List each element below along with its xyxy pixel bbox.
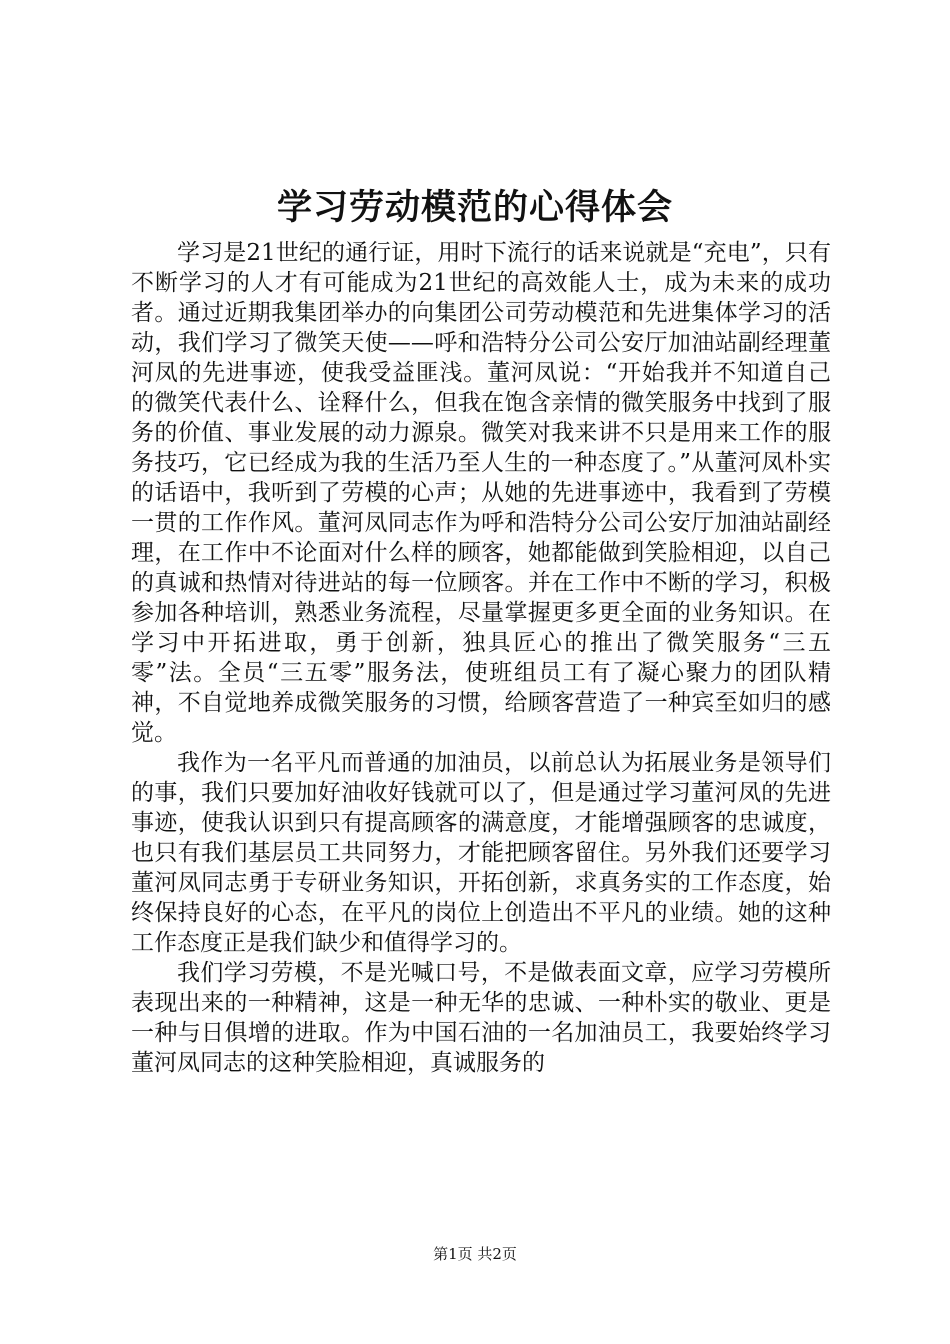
document-title: 学习劳动模范的心得体会 (276, 187, 673, 228)
page-footer: 第1页 共2页 (433, 1245, 517, 1263)
paragraph-1: 学习是21世纪的通行证，用时下流行的话来说就是“充电”，只有不断学习的人才有可能成为21世纪的高效能人士，成为未来的成功者。通过近期我集团举办的向集团公司劳动模范和先进集体学习的活动，我们学习了微笑天使——呼和浩特分公司公安厅加油站副经理董河凤的先进事迹，使我受益匪浅。董河凤说：“开始我并不知道自己的微笑代表什么、诠释什么，但我在饱含亲情的微笑服务中找到了服务的价值、事业发展的动力源泉。微笑对我来讲不只是用来工作的服务技巧，它已经成为我的生活乃至人生的一种态度了。”从董河凤朴实的话语中，我听到了劳模的心声；从她的先进事迹中，我看到了劳模一贯的工作作风。董河凤同志作为呼和浩特分公司公安厅加油站副经理，在工作中不论面对什么样的顾客，她都能做到笑脸相迎，以自己的真诚和热情对待进站的每一位顾客。并在工作中不断的学习，积极参加各种培训，熟悉业务流程，尽量掌握更多更全面的业务知识。在学习中开拓进取，勇于创新，独具匠心的推出了微笑服务“三五零”法。全员“三五零”服务法，使班组员工有了凝心聚力的团队精神，不自觉地养成微笑服务的习惯，给顾客营造了一种宾至如归的感觉。 (131, 240, 831, 746)
paragraph-2: 我作为一名平凡而普通的加油员，以前总认为拓展业务是领导们的事，我们只要加好油收好钱就可以了，但是通过学习董河凤的先进事迹，使我认识到只有提高顾客的满意度，才能增强顾客的忠诚度，也只有我们基层员工共同努力，才能把顾客留住。另外我们还要学习董河凤同志勇于专研业务知识，开拓创新，求真务实的工作态度，始终保持良好的心态，在平凡的岗位上创造出不平凡的业绩。她的这种工作态度正是我们缺少和值得学习的。 (131, 750, 831, 956)
document-body (131, 238, 831, 1078)
paragraph-3: 我们学习劳模，不是光喊口号，不是做表面文章，应学习劳模所表现出来的一种精神，这是一种无华的忠诚、一种朴实的敬业、更是一种与日俱增的进取。作为中国石油的一名加油员工，我要始终学习董河凤同志的这种笑脸相迎，真诚服务的 (131, 960, 831, 1076)
